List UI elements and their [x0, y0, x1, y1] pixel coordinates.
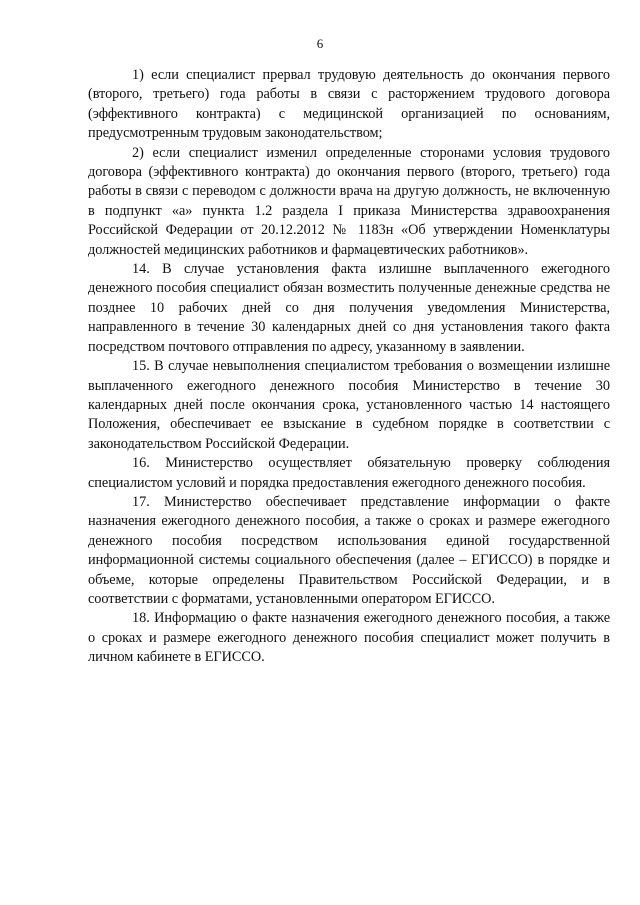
- paragraph-15: 15. В случае невыполнения специалистом требования о возмещении излишне выплаченного ежегодного денежного пособия Министерство в течение 30 календарных дней после окончания срока, установленного частью 14 настоящего Положения, обеспечивает ее взыскание в судебном порядке в соответствии с законодательством Российской Федерации.: [88, 358, 610, 452]
- paragraph-17: 17. Министерство обеспечивает представление информации о факте назначения ежегодного денежного пособия, а также о сроках и размере ежегодного денежного пособия посредством использования единой государственной информационной системы социального обеспечения (далее – ЕГИССО) в порядке и объеме, которые определены Правительством Российской Федерации, и в соответствии с форматами, установленными оператором ЕГИССО.: [88, 493, 610, 607]
- paragraph-14: 14. В случае установления факта излишне выплаченного ежегодного денежного пособия специалист обязан возместить полученные денежные средства не позднее 10 рабочих дней со дня получения уведомления Министерства, направленного в течение 30 календарных дней со дня установления такого факта посредством почтового отправления по адресу, указанному в заявлении.: [88, 261, 610, 355]
- paragraph-16: 16. Министерство осуществляет обязательную проверку соблюдения специалистом условий и порядка предоставления ежегодного денежного пособия.: [88, 455, 610, 491]
- paragraph-18: 18. Информацию о факте назначения ежегодного денежного пособия, а также о сроках и размере ежегодного денежного пособия специалист может получить в личном кабинете в ЕГИССО.: [88, 610, 610, 666]
- page-number: 6: [316, 36, 324, 51]
- document-body: [88, 66, 610, 668]
- paragraph-subitem-1: 1) если специалист прервал трудовую деятельность до окончания первого (второго, третьего) года работы в связи с расторжением трудового договора (эффективного контракта) с медицинской организацией по основаниям, предусмотренным трудовым законодательством;: [88, 67, 610, 142]
- paragraph-subitem-2: 2) если специалист изменил определенные сторонами условия трудового договора (эффективного контракта) до окончания первого (второго, третьего) года работы в связи с переводом с должности врача на другую должность, не включенную в подпункт «а» пункта 1.2 раздела I приказа Министерства здравоохранения Российской Федерации от 20.12.2012 № 1183н «Об утверждении Номенклатуры должностей медицинских работников и фармацевтических работников».: [88, 144, 610, 258]
